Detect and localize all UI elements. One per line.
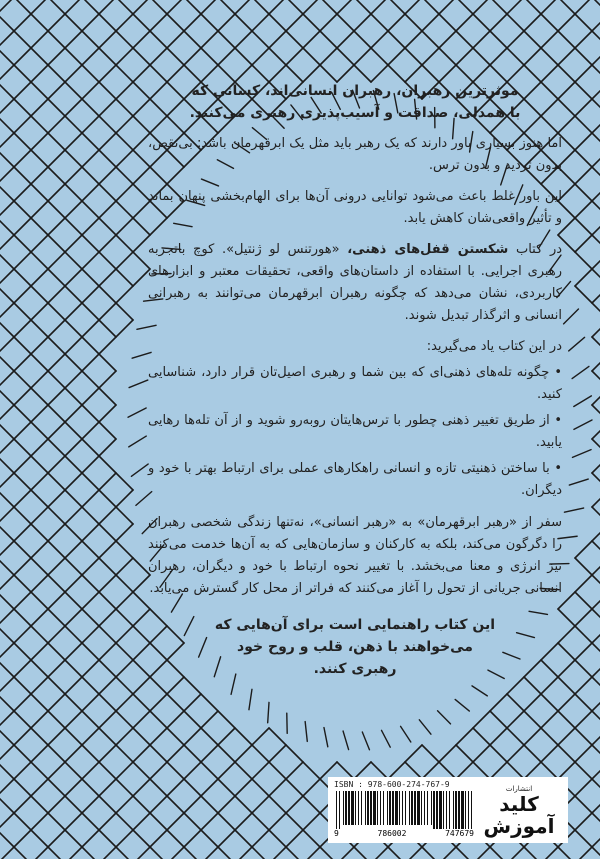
learn-item-2: • از طریق تغییر ذهنی چطور با ترس‌هایتان روبه‌رو شوید و از آن تله‌ها رهایی یابید.	[148, 410, 562, 454]
journey-paragraph: سفر از «رهبر ابرقهرمان» به «رهبر انسانی»، نه‌تنها زندگی شخصی رهبران را دگرگون می‌کند، بلکه به کارکنان و سازمان‌هایی که به آن‌ها خدمت می‌کنند نیز انرژی و معنا می‌بخشد. با تغییر نحوه ارتباط با خود و دیگران، رهبران انسانی جریانی از تحول را آغاز می‌کنند که فراتر از محل کار گسترش می‌یابد.	[148, 515, 562, 596]
book-paragraph	[148, 239, 562, 327]
closing-line-2: می‌خواهند با ذهن، قلب و روح خود	[237, 639, 473, 655]
publisher-name-line-2: آموزش	[483, 814, 555, 838]
learn-item-1: • چگونه تله‌های ذهنی‌ای که بین شما و رهبری اصیل‌تان قرار دارد، شناسایی کنید.	[148, 362, 562, 406]
publisher-name-line-1: کلید	[499, 792, 539, 816]
learn-heading: در این کتاب یاد می‌گیرید:	[426, 339, 562, 354]
barcode-panel	[328, 777, 568, 843]
intro-line-2: با همدلی، صداقت و آسیب‌پذیری رهبری می‌کنند.	[189, 105, 521, 121]
intro-statement	[148, 80, 562, 124]
book-description: «هورتنس لو ژنتیل». کوچ باتجربه رهبری اجرایی. با استفاده از داستان‌های واقعی، تحقیقات معتبر و ابزارهای کاربردی، نشان می‌دهد که چگونه رهبران ابرقهرمان می‌توانند به رهبرانی انسانی و اثرگذار تبدیل شوند.	[148, 242, 562, 323]
publisher-logo	[476, 785, 562, 837]
barcode-digit-prefix: 9	[334, 829, 339, 838]
publisher-small-label: انتشارات	[505, 785, 533, 793]
barcode-digit-group-1: 786002	[377, 829, 407, 838]
isbn-label: ISBN : 978-600-274-767-9	[334, 780, 450, 789]
barcode-icon	[334, 791, 474, 829]
learn-item-3: • با ساختن ذهنیتی تازه و انسانی راهکارهای عملی برای ارتباط بهتر با خود و دیگران.	[148, 458, 562, 502]
closing-line-1: این کتاب راهنمایی است برای آن‌هایی که	[214, 617, 496, 633]
back-cover-text	[148, 80, 562, 689]
learn-list	[148, 362, 562, 502]
intro-line-1: موثرترین رهبران، رهبران انسانی‌اند، کسانی که	[191, 83, 519, 99]
myth-paragraph: اما هنوز بسیاری باور دارند که یک رهبر باید مثل یک ابرقهرمان باشد: بی‌نقص، بدون تردید و بدون ترس.	[148, 136, 562, 173]
closing-line-3: رهبری کنند.	[313, 661, 397, 677]
book-title: شکستن قفل‌های ذهنی،	[347, 242, 509, 257]
barcode-digit-group-2: 747679	[445, 829, 474, 838]
closing-statement	[148, 614, 562, 680]
book-prefix: در کتاب	[515, 242, 563, 257]
barcode-digits	[334, 829, 474, 838]
false-belief-paragraph: این باور غلط باعث می‌شود توانایی درونی آن‌ها برای الهام‌بخشی پنهان بماند و تأثیر واقعی‌شان کاهش یابد.	[148, 189, 562, 226]
